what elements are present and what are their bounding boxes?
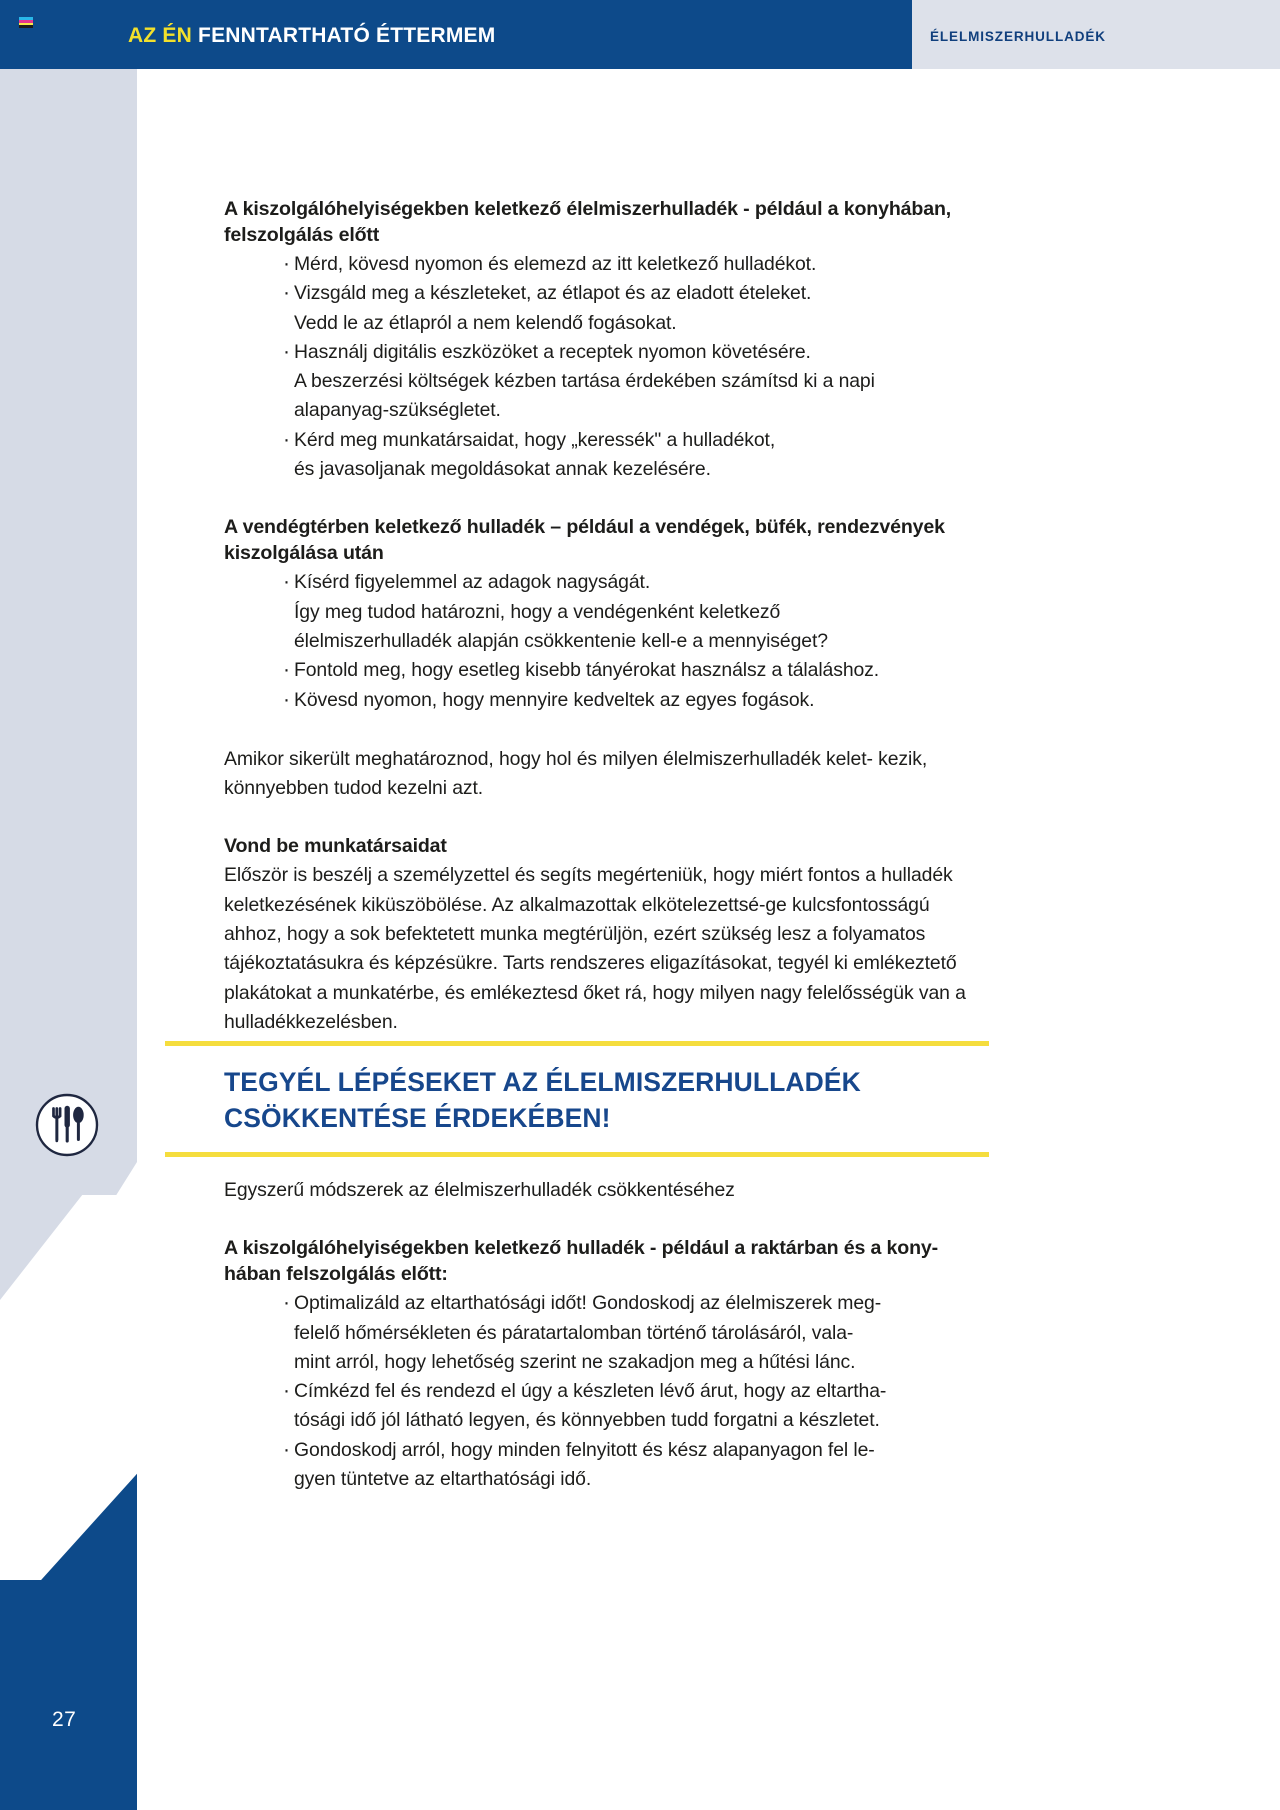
list-item <box>294 338 984 426</box>
list-item <box>294 686 984 715</box>
list-item <box>294 426 984 485</box>
publication-title <box>128 24 495 48</box>
list-item-line: Kísérd figyelemmel az adagok nagyságát. <box>294 571 651 594</box>
list-item-line: gyen tüntetve az eltarthatósági idő. <box>294 1468 592 1491</box>
list-item <box>294 656 984 685</box>
list-item-line: Vizsgáld meg a készleteket, az étlapot és az eladott ételeket. <box>294 282 812 305</box>
list-item <box>294 1289 984 1377</box>
callout-box <box>165 1041 989 1157</box>
callout-heading-line-1: TEGYÉL LÉPÉSEKET AZ ÉLELMISZERHULLADÉK <box>224 1067 861 1097</box>
list-item-line: Használj digitális eszközöket a receptek nyomon követésére. <box>294 340 811 363</box>
list-item-line: élelmiszerhulladék alapján csökkentenie kell-e a mennyiséget? <box>294 629 828 652</box>
bullet-list-1 <box>224 250 984 484</box>
list-item-line: Címkézd fel és rendezd el úgy a készleten lévő árut, hogy az eltartha- <box>294 1380 887 1403</box>
final-section-heading: A kiszolgálóhelyiségekben keletkező hulladék - például a raktárban és a kony-hában felszolgálás előtt: <box>224 1237 939 1286</box>
list-item-line: Fontold meg, hogy esetleg kisebb tányérokat használsz a tálaláshoz. <box>294 659 880 682</box>
list-item-line: tósági idő jól látható legyen, és könnyebben tudd forgatni a készletet. <box>294 1409 880 1432</box>
page-number: 27 <box>52 1708 77 1731</box>
list-item <box>294 1377 984 1436</box>
list-item-line: alapanyag-szükségletet. <box>294 399 501 422</box>
callout-intro-paragraph: Egyszerű módszerek az élelmiszerhulladék csökkentéséhez <box>224 1179 735 1201</box>
list-item-line: felelő hőmérsékleten és páratartalomban történő tárolásáról, vala- <box>294 1321 854 1344</box>
list-item-line: Kövesd nyomon, hogy mennyire kedveltek az egyes fogások. <box>294 688 815 711</box>
summary-paragraph: Amikor sikerült meghatároznod, hogy hol és milyen élelmiszerhulladék kelet- kezik, könnyebben tudod kezelni azt. <box>224 747 928 800</box>
main-content-upper <box>224 196 984 1037</box>
list-item-line: és javasoljanak megoldásokat annak kezelésére. <box>294 458 711 481</box>
list-item-line: Optimalizáld az eltarthatósági időt! Gondoskodj az élelmiszerek meg- <box>294 1292 882 1315</box>
list-item <box>294 568 984 656</box>
cutlery-icon <box>34 1092 100 1158</box>
section-heading-1: A kiszolgálóhelyiségekben keletkező élelmiszerhulladék - például a konyhában, felszolgálás előtt <box>224 198 952 246</box>
list-item-line: Kérd meg munkatársaidat, hogy „keressék" a hulladékot, <box>294 428 776 451</box>
publication-title-rest: FENNTARTHATÓ ÉTTERMEM <box>198 24 496 47</box>
cmyk-registration-icon <box>19 17 33 28</box>
staff-section-heading: Vond be munkatársaidat <box>224 835 447 858</box>
chapter-label: ÉLELMISZERHULLADÉK <box>930 29 1106 44</box>
list-item-line: A beszerzési költségek kézben tartása érdekében számítsd ki a napi <box>294 370 875 393</box>
list-item-line: Gondoskodj arról, hogy minden felnyitott és kész alapanyagon fel le- <box>294 1438 875 1461</box>
list-item <box>294 1436 984 1495</box>
list-item <box>294 250 984 279</box>
list-item-line: Mérd, kövesd nyomon és elemezd az itt keletkező hulladékot. <box>294 253 817 275</box>
main-content-lower <box>224 1176 984 1494</box>
list-item-line: Így meg tudod határozni, hogy a vendégenként keletkező <box>294 600 781 623</box>
rail-blue-block <box>0 1580 137 1810</box>
list-item-line: Vedd le az étlapról a nem kelendő fogásokat. <box>294 311 677 334</box>
section-heading-2: A vendégtérben keletkező hulladék – például a vendégek, büfék, rendezvények kiszolgálása után <box>224 516 945 565</box>
list-item <box>294 279 984 338</box>
publication-title-accent: AZ ÉN <box>128 24 192 47</box>
left-decorative-rail <box>0 0 137 1810</box>
bullet-list-3 <box>224 1289 984 1494</box>
callout-rule-bottom <box>165 1152 989 1157</box>
page-header <box>0 0 1280 69</box>
callout-heading-line-2: CSÖKKENTÉSE ÉRDEKÉBEN! <box>224 1103 611 1133</box>
list-item-line: mint arról, hogy lehetőség szerint ne szakadjon meg a hűtési lánc. <box>294 1350 856 1373</box>
bullet-list-2 <box>224 568 984 714</box>
rail-grey-block <box>0 0 137 1195</box>
staff-section-paragraph: Először is beszélj a személyzettel és segíts megérteniük, hogy miért fontos a hulladék keletkezésének kiküszöbölése. Az alkalmazottak elkötelezettsé-ge kulcsfontosságú ahhoz, hogy a sok befektetett munka megtérüljön, ezért szükség lesz a folyamatos tájékoztatásukra és képzésükre. Tarts rendszeres eligazításokat, tegyél ki emlékeztető plakátokat a munkatérbe, és emlékeztesd őket rá, hogy milyen nagy felelősségük van a hulladékkezelésben. <box>224 864 966 1033</box>
